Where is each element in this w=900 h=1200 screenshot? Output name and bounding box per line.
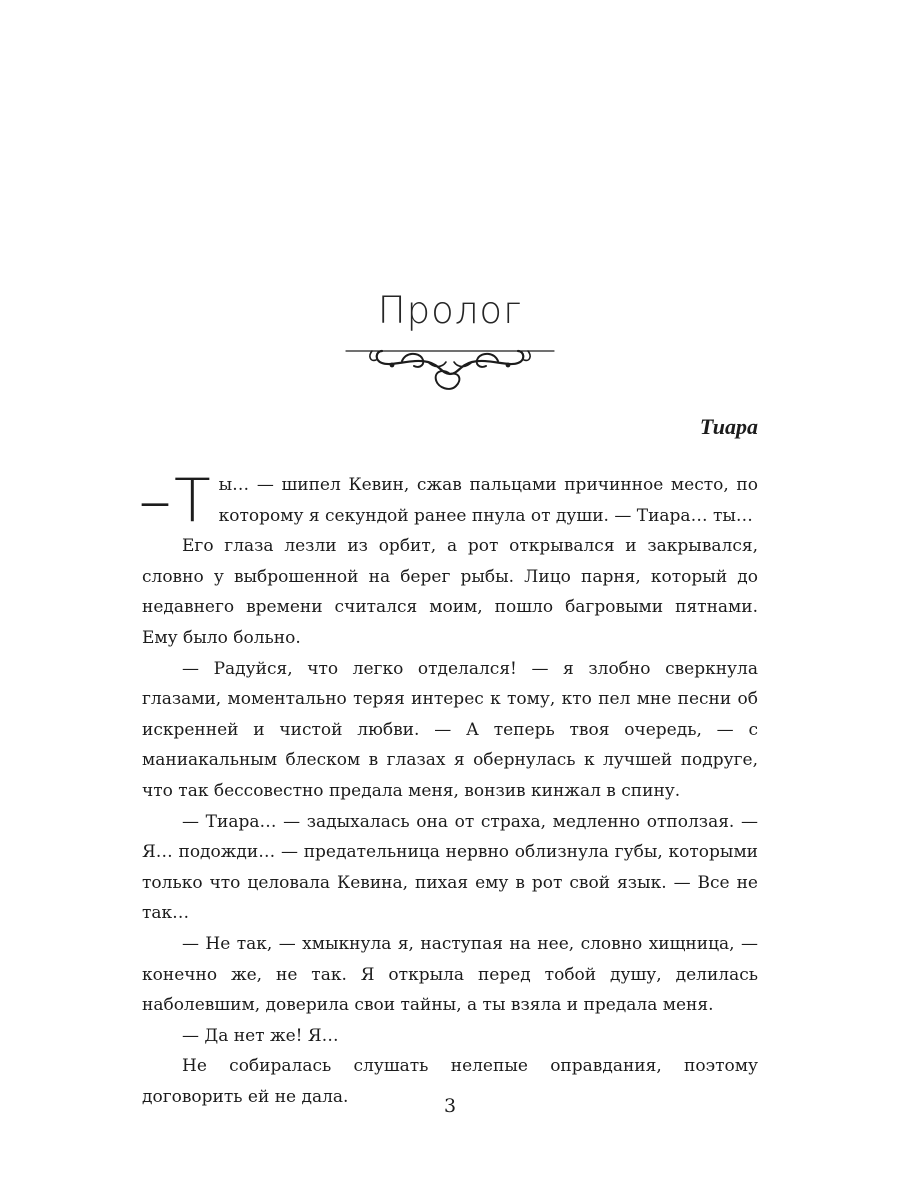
paragraph-2: Его глаза лезли из орбит, а рот открывался и закрывался, словно у выброшенной на берег рыбы. Лицо парня, который до недавнего времени считался моим, пошло багровыми пятнами. Ему было больно.: [142, 536, 758, 648]
paragraph-3: — Радуйся, что легко отделался! — я злобно сверкнула глазами, моментально теряя интерес к тому, кто пел мне песни об искренней и чистой любви. — А теперь твоя очередь, — с маниакальным блеском в глазах я обернулась к лучшей подруге, что так бессовестно предала меня, вонзив кинжал в спину.: [142, 658, 758, 801]
dropcap-dash: –: [142, 472, 168, 529]
paragraph-7: Не собиралась слушать нелепые оправдания, поэтому договорить ей не дала.: [142, 1056, 758, 1107]
paragraph-1: [142, 466, 758, 536]
paragraph-1-text: ы… — шипел Кевин, сжав пальцами причинное место, по которому я секундой ранее пнула от души. — Тиара… ты…: [218, 475, 758, 526]
chapter-title: Пролог: [377, 289, 523, 332]
dropcap-letter: Т: [174, 466, 211, 536]
page-number: 3: [443, 1095, 457, 1117]
paragraph-6: — Да нет же! Я…: [182, 1025, 339, 1046]
paragraph-5: — Не так, — хмыкнула я, наступая на нее, словно хищница, — конечно же, не так. Я открыла перед тобой душу, делилась наболевшим, доверила свои тайны, а ты взяла и предала меня.: [142, 933, 758, 1016]
pov-character-name: Тиара: [699, 414, 758, 439]
chapter-body: [142, 466, 758, 1112]
flourish-divider-icon: [342, 338, 558, 398]
paragraph-4: — Тиара… — задыхалась она от страха, медленно отползая. — Я… подожди… — предательница нервно облизнула губы, которыми только что целовала Кевина, пихая ему в рот свой язык. — Все не так…: [142, 811, 758, 924]
